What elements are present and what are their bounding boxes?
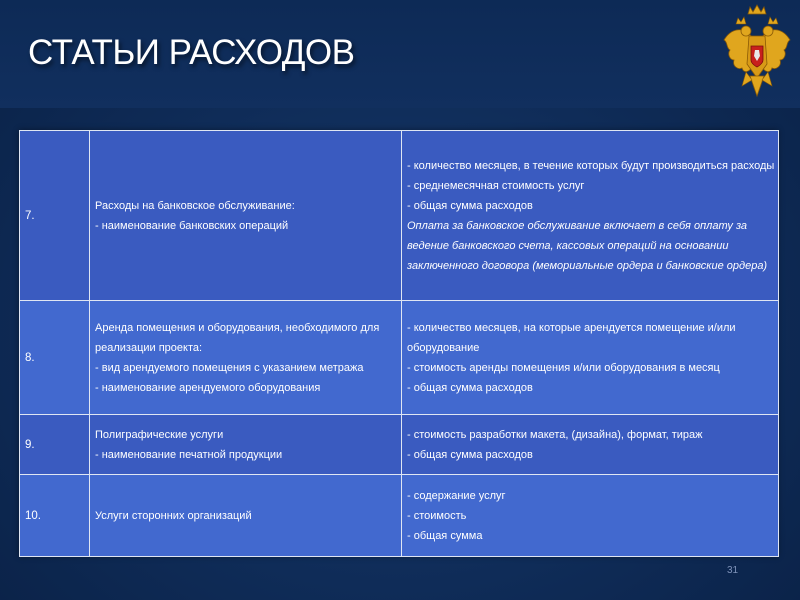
expenses-table [19,130,778,556]
table-row [20,131,779,301]
row-number: 7. [20,131,90,301]
table-row [20,415,779,475]
expense-item: Услуги сторонних организаций [90,475,402,557]
expense-item: Полиграфические услуги - наименование печатной продукции [90,415,402,475]
row-number: 8. [20,301,90,415]
expense-item: Аренда помещения и оборудования, необходимого для реализации проекта: - вид арендуемого помещения с указанием метража - наименование арендуемого оборудования [90,301,402,415]
expense-details: - количество месяцев, в течение которых будут производиться расходы - среднемесячная стоимость услуг - общая сумма расходов Оплата за банковское обслуживание включает в себя оплату за ведение банковского счета, кассовых операций на основании заключенного договора (мемориальные ордера и банковские ордера) [402,131,779,301]
table-row [20,475,779,557]
expense-details: - содержание услуг - стоимость - общая сумма [402,475,779,557]
page-number: 31 [727,565,739,576]
page-title: СТАТЬИ РАСХОДОВ [28,33,355,72]
table-row [20,301,779,415]
russian-coat-of-arms-icon [722,4,792,104]
row-number: 9. [20,415,90,475]
expense-item: Расходы на банковское обслуживание: - наименование банковских операций [90,131,402,301]
expense-details: - количество месяцев, на которые арендуется помещение и/или оборудование - стоимость аренды помещения и/или оборудования в месяц - общая сумма расходов [402,301,779,415]
row-number: 10. [20,475,90,557]
expense-details: - стоимость разработки макета, (дизайна), формат, тираж - общая сумма расходов [402,415,779,475]
